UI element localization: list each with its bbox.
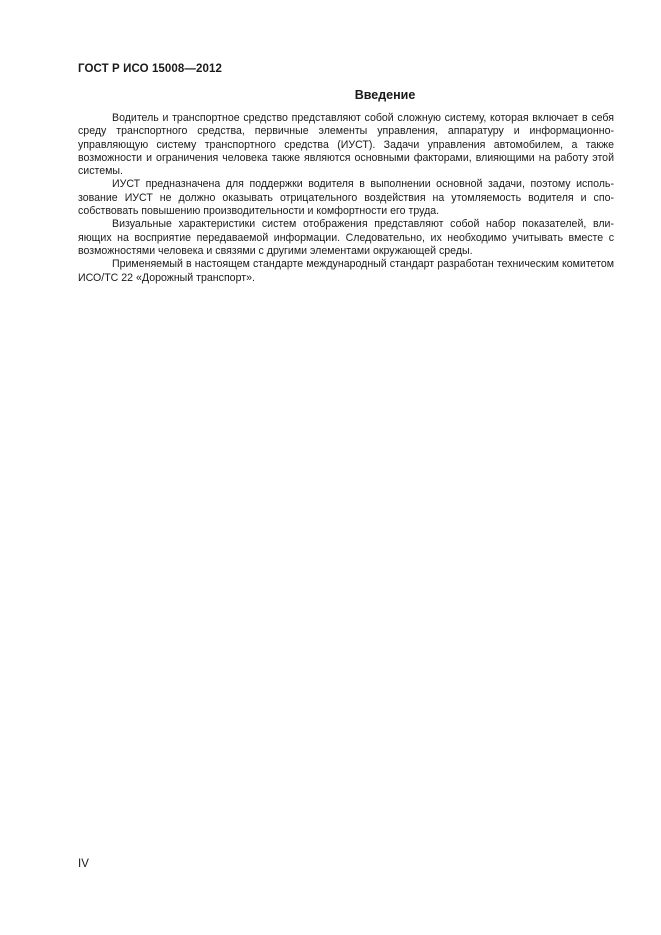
section-title: Введение bbox=[354, 88, 416, 102]
paragraph: ИУСТ предназначена для поддержки водителя в выполнении основной задачи, поэтому использование ИУСТ не должно оказывать отрицательного воздействия на утомляемость водителя и способствовать повышению производительности и комфортности его труда. bbox=[78, 178, 614, 218]
document-header: ГОСТ Р ИСО 15008—2012 bbox=[78, 63, 223, 75]
paragraph: Визуальные характеристики систем отображения представляют собой набор показателей, влияющих на восприятие передаваемой информации. Следовательно, их необходимо учитывать вместе с возможностями человека и связями с другими элементами окружающей среды. bbox=[78, 218, 614, 257]
page-number: IV bbox=[78, 858, 89, 870]
paragraph: Применяемый в настоящем стандарте международный стандарт разработан техническим комитетом ИСО/ТС 22 «Дорожный транспорт». bbox=[78, 258, 614, 284]
body-text bbox=[78, 112, 614, 285]
paragraph: Водитель и транспортное средство представляют собой сложную систему, которая включает в себя среду транспортного средства, первичные элементы управления, аппаратуру и информационно-управляющую систему транспортного средства (ИУСТ). Задачи управления автомобилем, а также возможности и ограничения человека также являются основными факторами, влияющими на работу этой системы. bbox=[78, 112, 614, 178]
